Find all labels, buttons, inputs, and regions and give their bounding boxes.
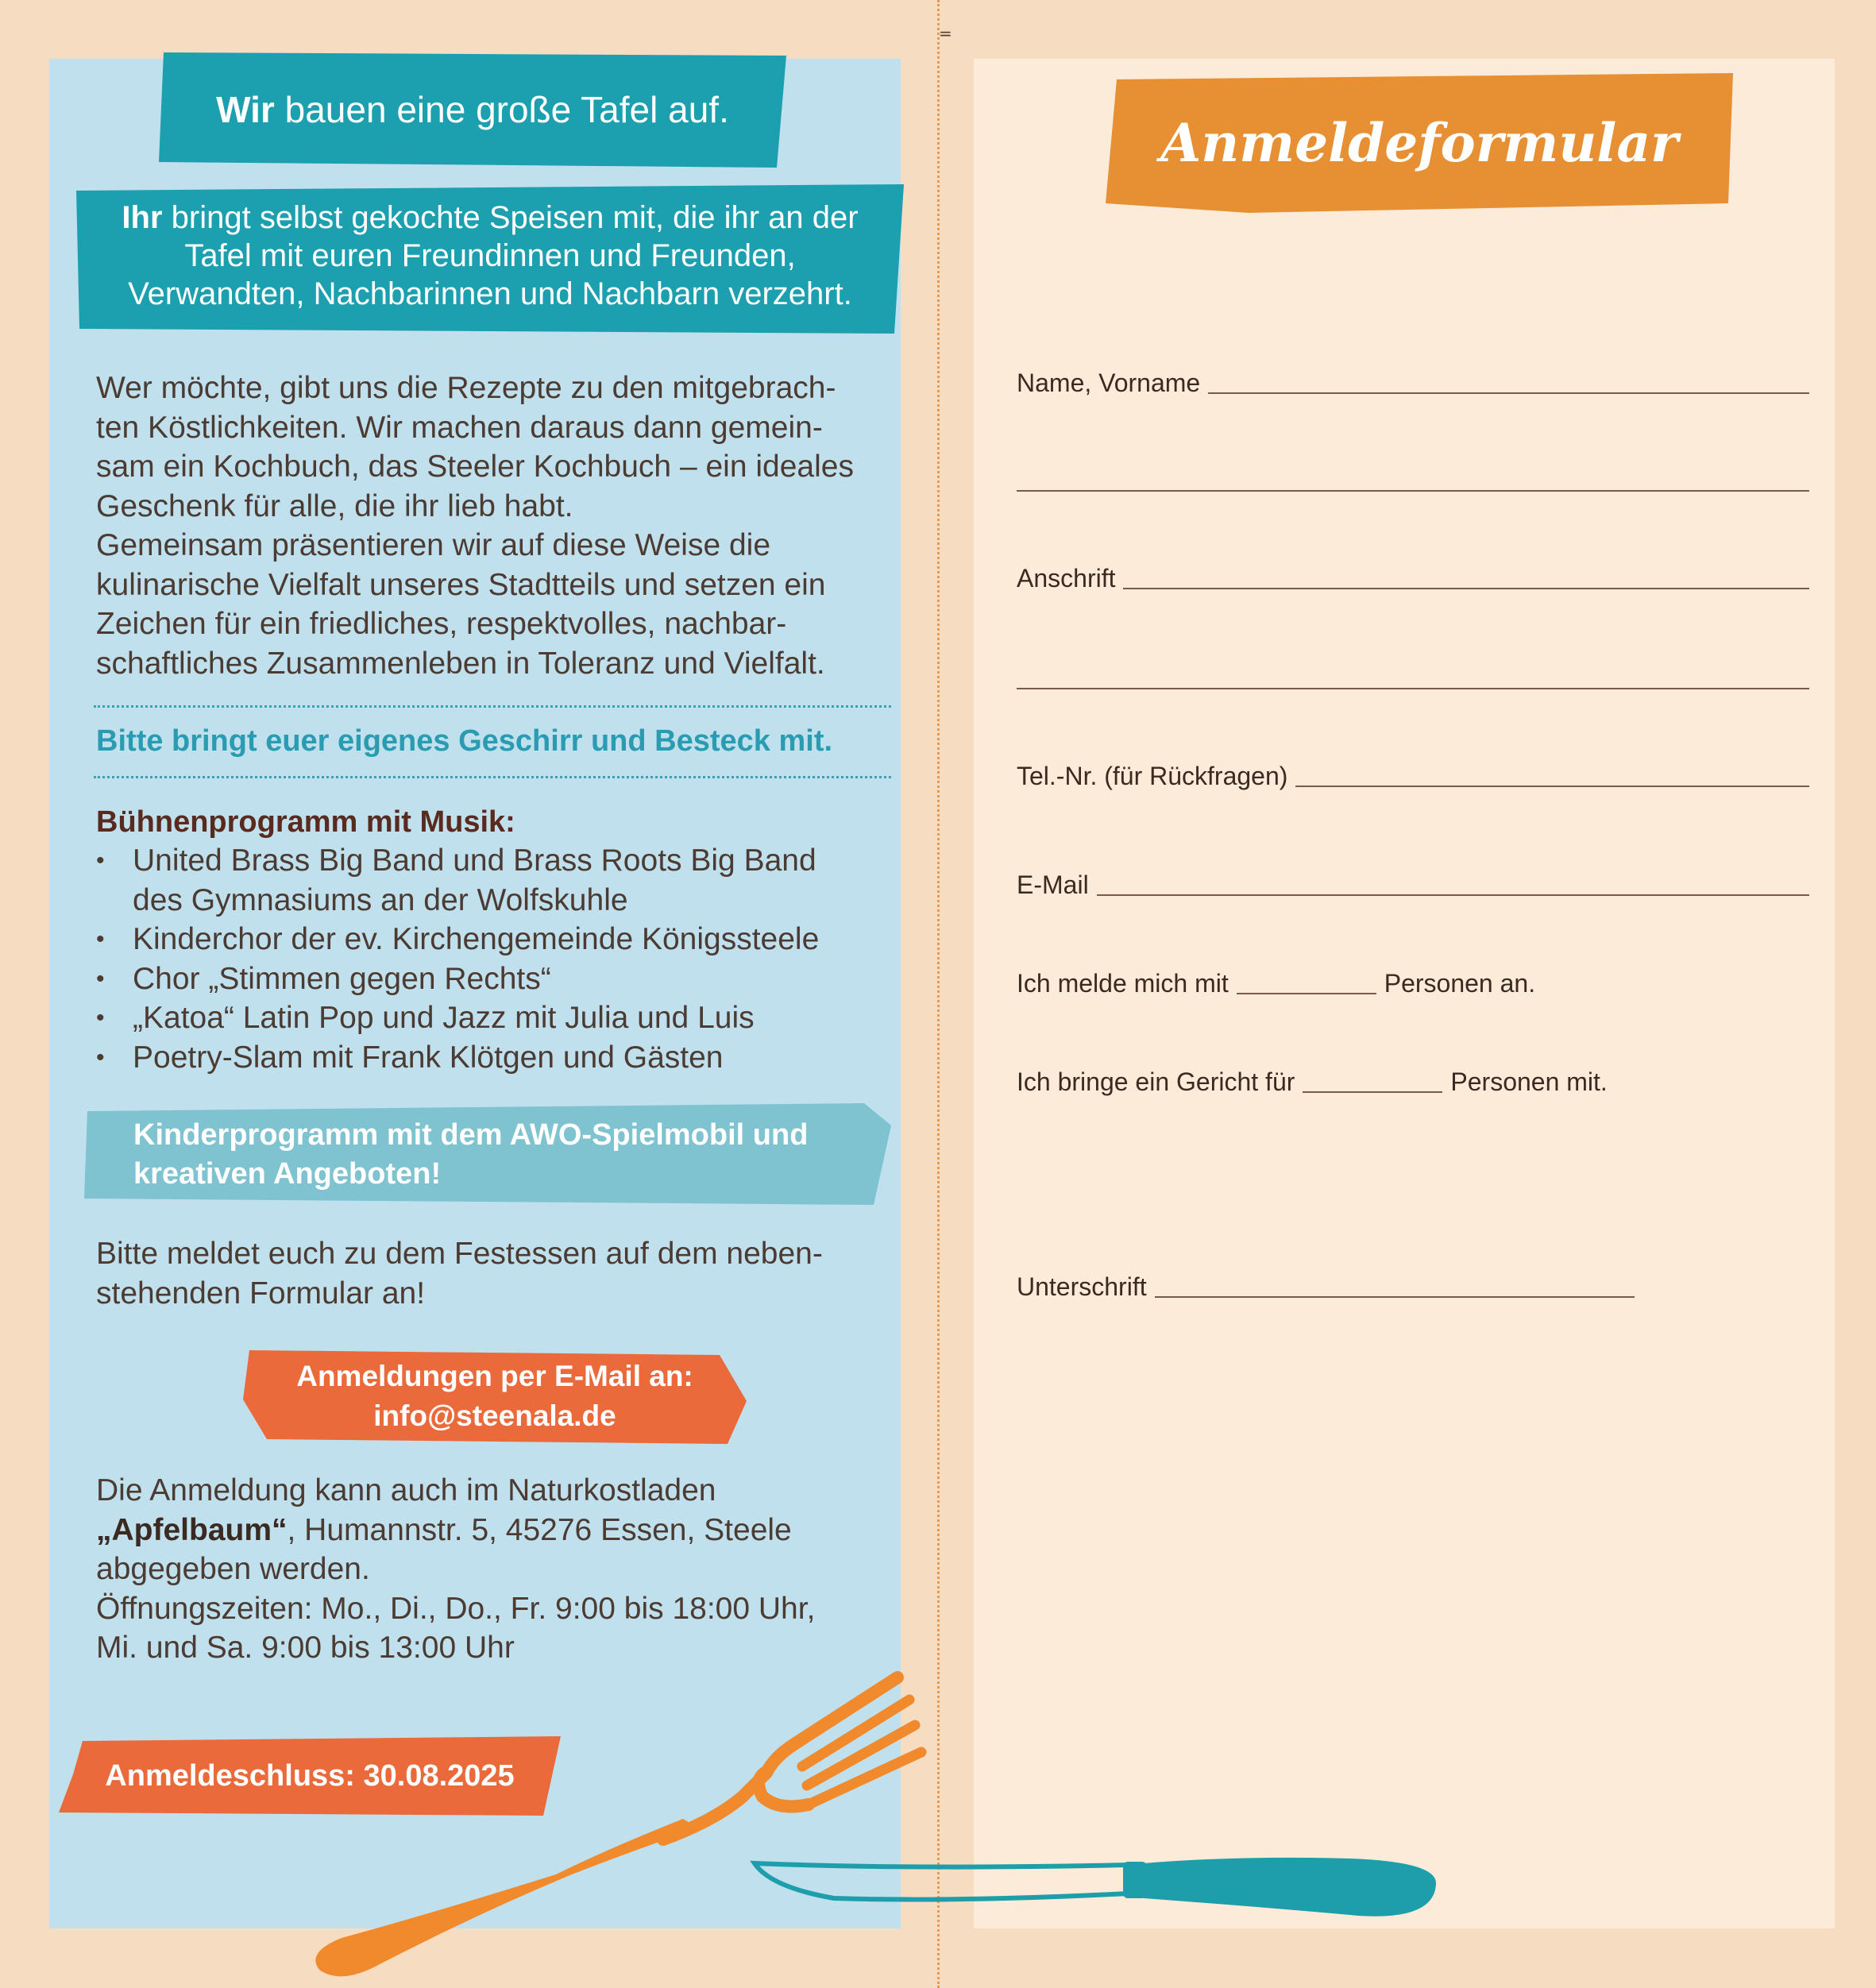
alt-registration-pre: Die Anmeldung kann auch im Naturkostladen	[96, 1473, 716, 1507]
fork-icon	[315, 1677, 921, 1976]
program-item: • United Brass Big Band und Brass Roots Big Band des Gymnasiums an der Wolfskuhle	[96, 841, 874, 920]
please-register-text: Bitte meldet euch zu dem Festessen auf dem neben- stehenden Formular an!	[96, 1237, 823, 1311]
signature-label: Unterschrift	[1017, 1272, 1147, 1301]
email-address-link[interactable]: info@steenala.de	[373, 1399, 616, 1432]
intro-text: Wer möchte, gibt uns die Rezepte zu den mitgebrach- ten Köstlichkeiten. Wir machen daraus dann gemein- sam ein Kochbuch, das Steeler Kochbuch – ein ideales Geschenk für alle, die ihr lieb habt. Gemeinsam präsentieren wir auf diese Weise die kulinarische Vielfalt unseres Stadtteils und setzen ein Zeichen für ein friedliches, respektvolles, nachbar- schaftliches Zusammenleben in Toleranz und Vielfalt.	[96, 371, 854, 681]
banner-bring-food-text: Ihr bringt selbst gekochte Speisen mit, die ihr an der Tafel mit euren Freundinnen und Freunden, Verwandten, Nachbarinnen und Nachbarn verzehrt.	[122, 200, 859, 311]
program-heading: Bühnenprogramm mit Musik:	[96, 805, 515, 839]
tableware-note: Bitte bringt euer eigenes Geschirr und Besteck mit.	[96, 724, 833, 758]
alt-registration-post: , Humannstr. 5, 45276 Essen, Steele abgegeben werden. Öffnungszeiten: Mo., Di., Do., Fr. 9:00 bis 18:00 Uhr, Mi. und Sa. 9:00 bis 13:00 Uhr	[96, 1512, 816, 1665]
store-name: „Apfelbaum“	[96, 1512, 288, 1547]
program-item: • Chor „Stimmen gegen Rechts“	[96, 959, 874, 999]
name-label: Name, Vorname	[1017, 369, 1201, 397]
phone-label: Tel.-Nr. (für Rückfragen)	[1017, 762, 1288, 790]
address-label: Anschrift	[1017, 564, 1116, 593]
form-title: Anmeldeformular	[1160, 112, 1678, 174]
persons-label-post: Personen an.	[1384, 969, 1536, 998]
program-item: • Poetry-Slam mit Frank Klötgen und Gästen	[96, 1038, 874, 1078]
dish-label-pre: Ich bringe ein Gericht für	[1017, 1067, 1295, 1096]
email-banner-line1: Anmeldungen per E-Mail an:	[296, 1360, 693, 1392]
program-item: • „Katoa“ Latin Pop und Jazz mit Julia und Luis	[96, 998, 874, 1038]
knife-icon	[755, 1858, 1436, 1917]
banner-big-table-text: Wir bauen eine große Tafel auf.	[216, 89, 729, 130]
banner-deadline-text: Anmeldeschluss: 30.08.2025	[105, 1759, 515, 1793]
banner-kids-program-text: Kinderprogramm mit dem AWO-Spielmobil und kreativen Angeboten!	[133, 1118, 809, 1191]
program-item: • Kinderchor der ev. Kirchengemeinde Königssteele	[96, 920, 874, 959]
persons-label-pre: Ich melde mich mit	[1017, 969, 1229, 998]
email-label: E-Mail	[1017, 870, 1089, 899]
fold-mark: =	[939, 24, 952, 43]
dish-label-post: Personen mit.	[1450, 1067, 1608, 1096]
